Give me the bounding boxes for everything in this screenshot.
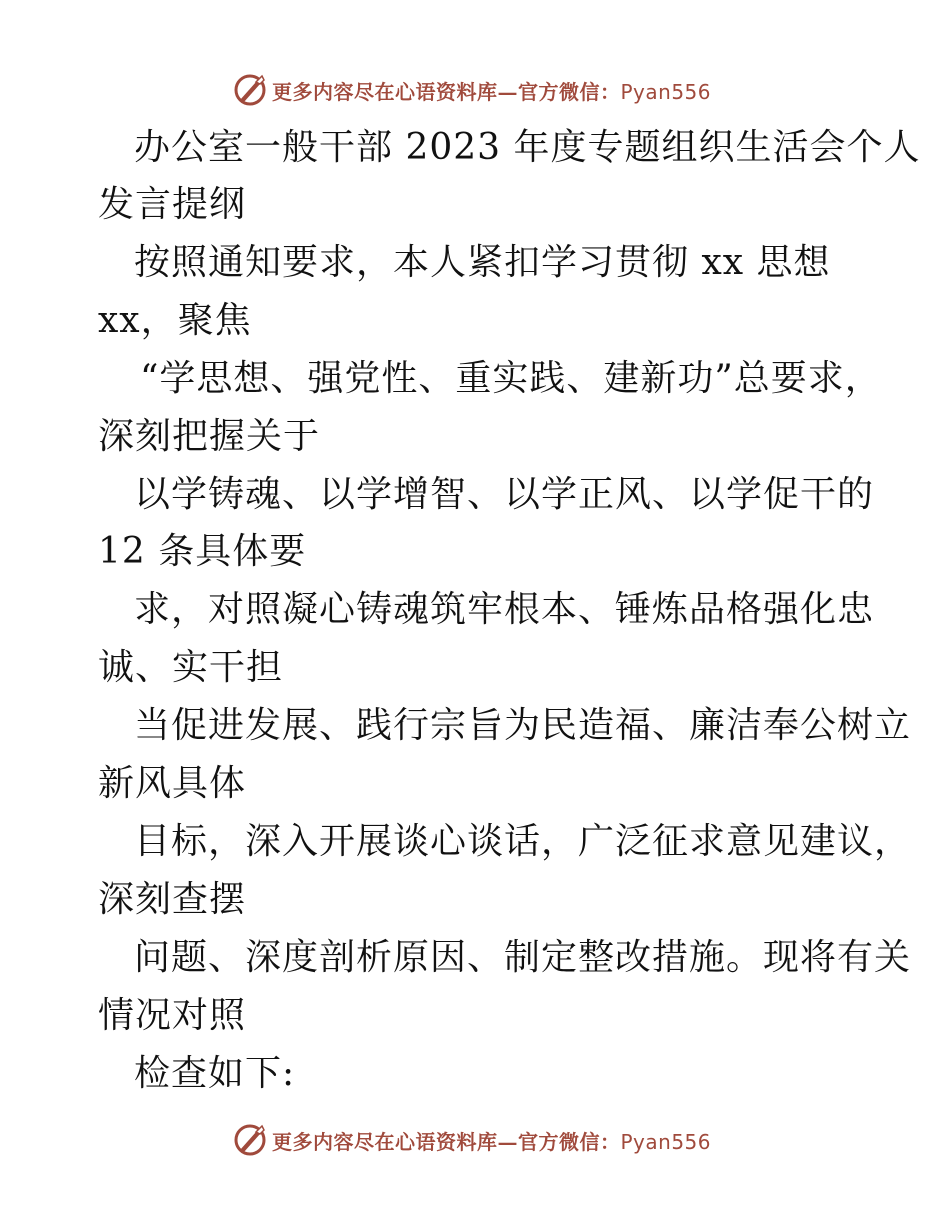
body-line: xx，聚焦: [98, 300, 252, 341]
body-line: 问题、深度剖析原因、制定整改措施。现将有关: [134, 937, 912, 978]
body-line: “学思想、强党性、重实践、建新功”总要求，: [140, 358, 882, 399]
body-line: 新风具体: [98, 763, 247, 804]
watermark-handle: Pyan556: [620, 1129, 712, 1154]
body-line: 求，对照凝心铸魂筑牢根本、锤炼品格强化忠: [134, 589, 875, 630]
body-line: 按照通知要求，本人紧扣学习贯彻 xx 思想: [134, 242, 831, 283]
body-line: 深刻查摆: [98, 879, 247, 920]
body-line: 检查如下:: [134, 1053, 296, 1094]
body-line: 情况对照: [98, 995, 247, 1036]
pen-quill-circle-icon: [232, 72, 268, 108]
body-line: 12 条具体要: [98, 531, 307, 572]
body-line: 深刻把握关于: [98, 416, 321, 457]
title-line-1: 办公室一般干部 2023 年度专题组织生活会个人: [134, 127, 921, 168]
body-line: 当促进发展、践行宗旨为民造福、廉洁奉公树立: [134, 705, 912, 746]
body-line: 目标，深入开展谈心谈话，广泛征求意见建议，: [134, 821, 912, 862]
body-line: 诚、实干担: [98, 647, 284, 688]
body-line: 以学铸魂、以学增智、以学正风、以学促干的: [134, 474, 875, 515]
pen-quill-circle-icon: [232, 1122, 268, 1158]
watermark-text: 更多内容尽在心语资料库—官方微信：: [272, 1129, 621, 1154]
title-line-2: 发言提纲: [98, 184, 247, 225]
watermark-banner-top: [0, 70, 950, 110]
watermark-banner-bottom: [0, 1120, 950, 1160]
watermark-handle: Pyan556: [620, 79, 712, 104]
watermark-text: 更多内容尽在心语资料库—官方微信：: [272, 79, 621, 104]
